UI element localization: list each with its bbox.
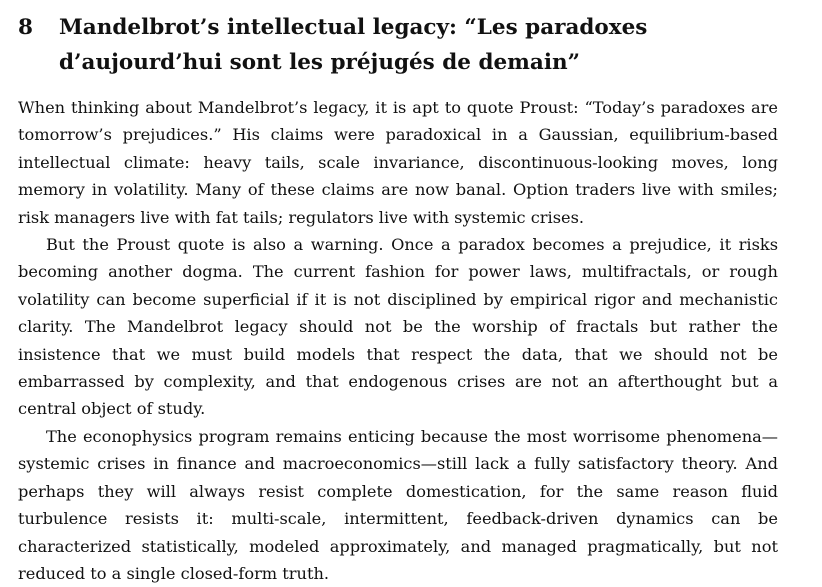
paragraph-1: When thinking about Mandelbrot’s legacy, it is apt to quote Proust: “Today’s paradoxes are tomorrow’s prejudices.” His claims were paradoxical in a Gaussian, equilibrium-based intellectual climate: heavy tails, scale invariance, discontinuous-looking moves, long memory in volatility. Many of these claims are now banal. Option traders live with smiles; risk managers live with fat tails; regulators live with systemic crises. (18, 98, 778, 227)
section-heading (18, 10, 778, 80)
section-title: Mandelbrot’s intellectual legacy: “Les paradoxes d’aujourd’hui sont les préjugés de demain” (59, 15, 648, 75)
paragraph-2: But the Proust quote is also a warning. Once a paradox becomes a prejudice, it risks becoming another dogma. The current fashion for power laws, multifractals, or rough volatility can become superficial if it is not disciplined by empirical rigor and mechanistic clarity. The Mandelbrot legacy should not be the worship of fractals but rather the insistence that we must build models that respect the data, that we should not be embarrassed by complexity, and that endogenous crises are not an afterthought but a central object of study. (18, 235, 778, 419)
paragraph-3: The econophysics program remains enticing because the most worrisome phenomena—systemic crises in finance and macroeconomics—still lack a fully satisfactory theory. And perhaps they will always resist complete domestication, for the same reason fluid turbulence resists it: multi-scale, intermittent, feedback-driven dynamics can be characterized statistically, modeled approximately, and managed pragmatically, but not reduced to a single closed-form truth. (18, 426, 778, 583)
section-number: 8 (18, 15, 33, 40)
document-page (18, 10, 778, 587)
